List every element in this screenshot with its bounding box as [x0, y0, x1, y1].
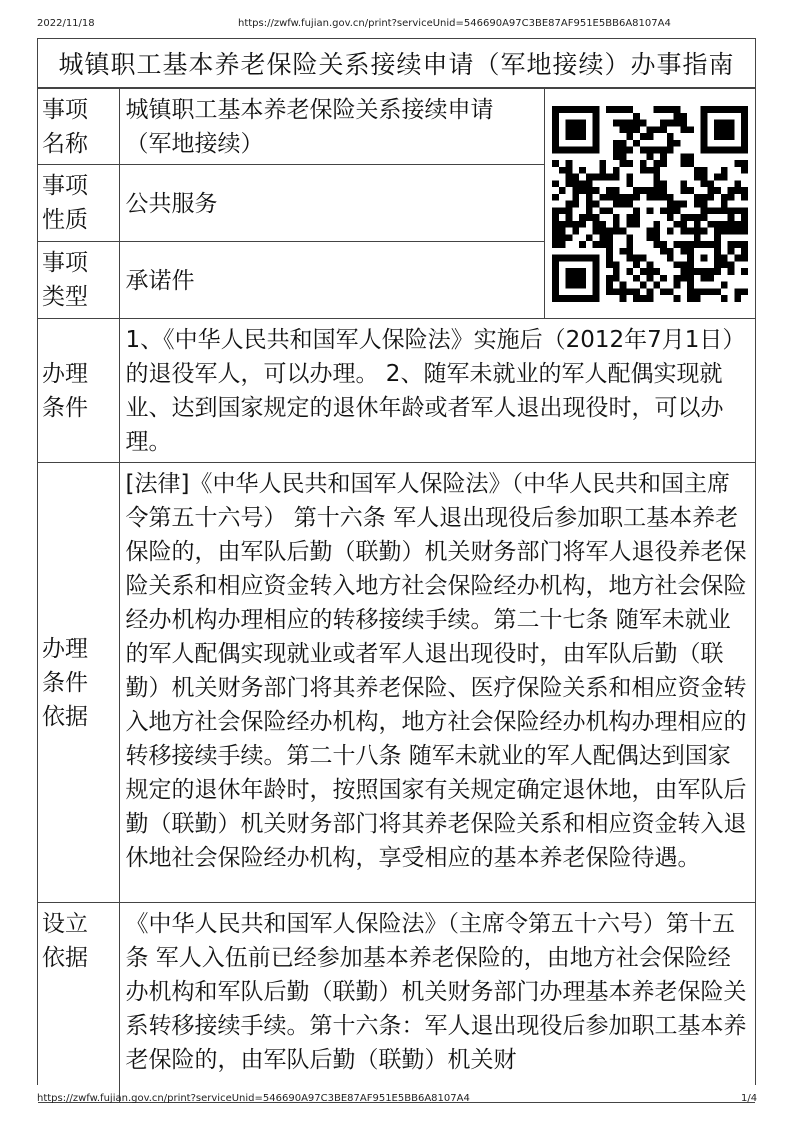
value-item-name: 城镇职工基本养老保险关系接续申请（军地接续） — [119, 89, 544, 165]
print-date: 2022/11/18 — [37, 18, 95, 29]
row-conditions — [38, 319, 755, 463]
row-item-name — [38, 89, 755, 165]
guide-table — [38, 88, 758, 1104]
qr-code-cell — [544, 89, 755, 319]
print-url[interactable]: https://zwfw.fujian.gov.cn/print?serviceUnid=546690A97C3BE87AF951E5BB6A8107A4 — [238, 18, 671, 29]
label-item-name: 事项名称 — [38, 89, 119, 165]
service-guide — [37, 38, 756, 1085]
document-title: 城镇职工基本养老保险关系接续申请（军地接续）办事指南 — [38, 39, 755, 88]
footer-url[interactable]: https://zwfw.fujian.gov.cn/print?serviceUnid=546690A97C3BE87AF951E5BB6A8107A4 — [37, 1093, 470, 1104]
label-item-type: 事项类型 — [38, 242, 119, 319]
label-condition-basis: 办理条件依据 — [38, 463, 119, 903]
label-item-nature: 事项性质 — [38, 165, 119, 242]
value-item-nature: 公共服务 — [119, 165, 544, 242]
value-item-type: 承诺件 — [119, 242, 544, 319]
row-condition-basis — [38, 463, 755, 903]
qr-code — [552, 106, 748, 302]
label-conditions: 办理条件 — [38, 319, 119, 463]
page-number: 1/4 — [741, 1093, 758, 1104]
label-establish-basis: 设立依据 — [38, 903, 119, 1103]
value-establish-basis: 《中华人民共和国军人保险法》（主席令第五十六号）第十五条 军人入伍前已经参加基本养老保险的，由地方社会保险经办机构和军队后勤（联勤）机关财务部门办理基本养老保险关系转移接续手续。第十六条：军人退出现役后参加职工基本养老保险的，由军队后勤（联勤）机关财 — [119, 903, 755, 1103]
row-establish-basis — [38, 903, 755, 1103]
value-conditions: 1、《中华人民共和国军人保险法》实施后（2012年7月1日）的退役军人，可以办理。 2、随军未就业的军人配偶实现就业、达到国家规定的退休年龄或者军人退出现役时，可以办理。 — [119, 319, 755, 463]
value-condition-basis: [法律]《中华人民共和国军人保险法》（中华人民共和国主席令第五十六号） 第十六条 军人退出现役后参加职工基本养老保险的，由军队后勤（联勤）机关财务部门将军人退役养老保险关系和相应资金转入地方社会保险经办机构，地方社会保险经办机构办理相应的转移接续手续。第二十七条 随军未就业的军人配偶实现就业或者军人退出现役时，由军队后勤（联勤）机关财务部门将其养老保险、医疗保险关系和相应资金转入地方社会保险经办机构，地方社会保险经办机构办理相应的转移接续手续。第二十八条 随军未就业的军人配偶达到国家规定的退休年龄时，按照国家有关规定确定退休地，由军队后勤（联勤）机关财务部门将其养老保险关系和相应资金转入退休地社会保险经办机构，享受相应的基本养老保险待遇。 — [119, 463, 755, 903]
